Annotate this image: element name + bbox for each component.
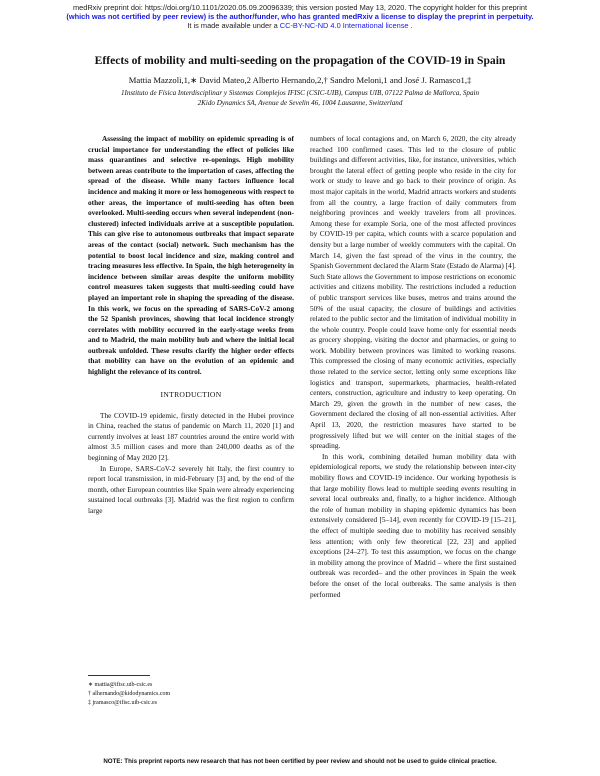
affiliation-2: 2Kido Dynamics SA, Avenue de Sevelin 46, 1004 Lausanne, Switzerland (197, 99, 403, 107)
affiliation-1: 1Instituto de Física Interdisciplinar y Sistemas Complejos IFISC (CSIC-UIB), Campus UIB, 07122 Palma de Mallorca, Spain (120, 89, 480, 97)
footnote-divider (88, 675, 150, 676)
intro-paragraph-1: The COVID-19 epidemic, firstly detected in the Hubei province in China, reached the status of pandemic on March 11, 2020 [1] and currently involves at least 187 countries around the entire world with almost 3.5 million cases and more than 240,000 deaths as of the beginning of May 2020 [2]. (88, 410, 294, 463)
footnote-email-1[interactable]: ∗ mattia@ifisc.uib-csic.es (88, 682, 153, 688)
abstract: Assessing the impact of mobility on epidemic spreading is of crucial importance for understanding the effect of policies like mass quarantines and selective re-openings. High mobility between areas contribute to the importation of cases, affecting the spread of the disease. While many factors influence local incidence and making it more or less homogeneous with respect to other areas, the importance of multi-seeding has often been overlooked. Multi-seeding occurs when several independent (non-clustered) infected individuals arrive at a susceptible population. This can give rise to autonomous outbreaks that impact separate areas of the contact (social) network. Such mechanism has the potential to boost local incidence and size, making control and tracing measures less effective. In Spain, the high heterogeneity in incidence between similar areas despite the uniform mobility control measures taken suggests that multi-seeding could have played an important role in shaping the spreading of the disease. In this work, we focus on the spreading of SARS-CoV-2 among the 52 Spanish provinces, showing that local incidence strongly correlates with mobility occurred in the early-stage weeks from and to Madrid, the main mobility hub and where the initial local outbreak unfolded. These results clarify the higher order effects that mobility can have on the evolution of an epidemic and highlight the relevance of its control. (88, 134, 294, 377)
section-heading-introduction: INTRODUCTION (160, 389, 222, 399)
banner-peer-review-line: (which was not certified by peer review) is the author/funder, who has granted medRxiv a license to display the preprint in perpetuity. (66, 12, 534, 21)
banner-license-prefix: It is made available under a (187, 21, 280, 30)
intro-paragraph-hypothesis: In this work, combining detailed human mobility data with epidemiological reports, we study the relationship between inter-city mobility flows and COVID-19 incidence. Our working hypothesis is that large mobility flows lead to multiple seeding events resulting in several local outbreaks and, finally, to a higher incidence. Although the role of human mobility in shaping epidemic dynamics has been extensively considered [5–14], even recently for COVID-19 [15–21], the effect of multiple seeding due to mobility has received sensibly less attention; with only few theoretical [22, 23] and applied exceptions [24–27]. To test this assumption, we focus on the change in mobility among the province of Madrid – where the first sustained outbreak was recorded– and the other provinces in Spain the week before the onset of the local outbreaks. The same analysis is then performed (310, 451, 516, 599)
banner-doi-line: medRxiv preprint doi: https://doi.org/10.1101/2020.05.09.20096339; this version posted May 13, 2020. The copyright holder for this preprint (72, 3, 528, 12)
license-link[interactable]: CC-BY-NC-ND 4.0 International license (279, 21, 409, 30)
intro-paragraph-continued: numbers of local contagions and, on March 6, 2020, the city already reached 100 confirmed cases. This led to the closure of public buildings and different activities, like, for instance, universities, which brought the lateral effect of getting people who reside in the city for work or study to leave and go back to their province of origin. As most major capitals in the world, Madrid attracts workers and students from all the country, a large fraction of daily commuters from neighboring provinces and weekly travelers from all provinces. Among these for example Soria, one of the most affected provinces by COVID-19 per capita, which counts with a scarce population and density but a large number of weekly commuters with the capital. On March 14, given the fast spread of the virus in the country, the Spanish Government declared the Alarm State (Estado de Alarma) [4]. Such State allows the Government to impose restrictions on economic activities and citizens mobility. The restrictions included a reduction of public transport services like buses, metros and trains around the 50% of the usual capacity, the closure of buildings and activities related to the public sector and the limitation of individual mobility in the whole country. People could leave home only for essential needs as grocery shopping, visiting the doctor and pharmacies, or going to work. Mobility between provinces was limited to working reasons. This compressed the closing of many economic activities, especially those related to the service sector, letting only some exceptions like logistics and transport, supermarkets, pharmacies, health-related centers, construction, agriculture and industry to keep operating. On March 29, given the growth in the number of new cases, the Government declared the closing of all non-essential activities. After April 13, 2020, the restriction measures have started to be progressively lifted but we will center on the initial stages of the spreading. (310, 134, 516, 451)
footnote-email-2[interactable]: † alhernando@kidodynamics.com (88, 691, 171, 697)
preprint-banner (0, 3, 600, 30)
left-column (88, 134, 294, 517)
footnotes (88, 681, 294, 708)
intro-paragraph-2: In Europe, SARS-CoV-2 severely hit Italy, the first country to report local transmission, in mid-February [3] and, by the end of the month, other European countries like Spain were already experiencing sustained local outbreaks [3]. Madrid was the first region to confirm large (88, 463, 294, 515)
author-list: Mattia Mazzoli,1,∗ David Mateo,2 Alberto Hernando,2,† Sandro Meloni,1 and José J. Ramasco1,‡ (128, 75, 472, 85)
banner-license-suffix: . (408, 21, 413, 30)
right-column (310, 134, 516, 600)
clinical-practice-note: NOTE: This preprint reports new research that has not been certified by peer review and should not be used to guide clinical practice. (103, 758, 497, 765)
footnote-email-3[interactable]: ‡ jramasco@ifisc.uib-csic.es (88, 700, 158, 706)
banner-license-line (0, 21, 600, 30)
paper-title: Effects of mobility and multi-seeding on the propagation of the COVID-19 in Spain (94, 54, 506, 67)
